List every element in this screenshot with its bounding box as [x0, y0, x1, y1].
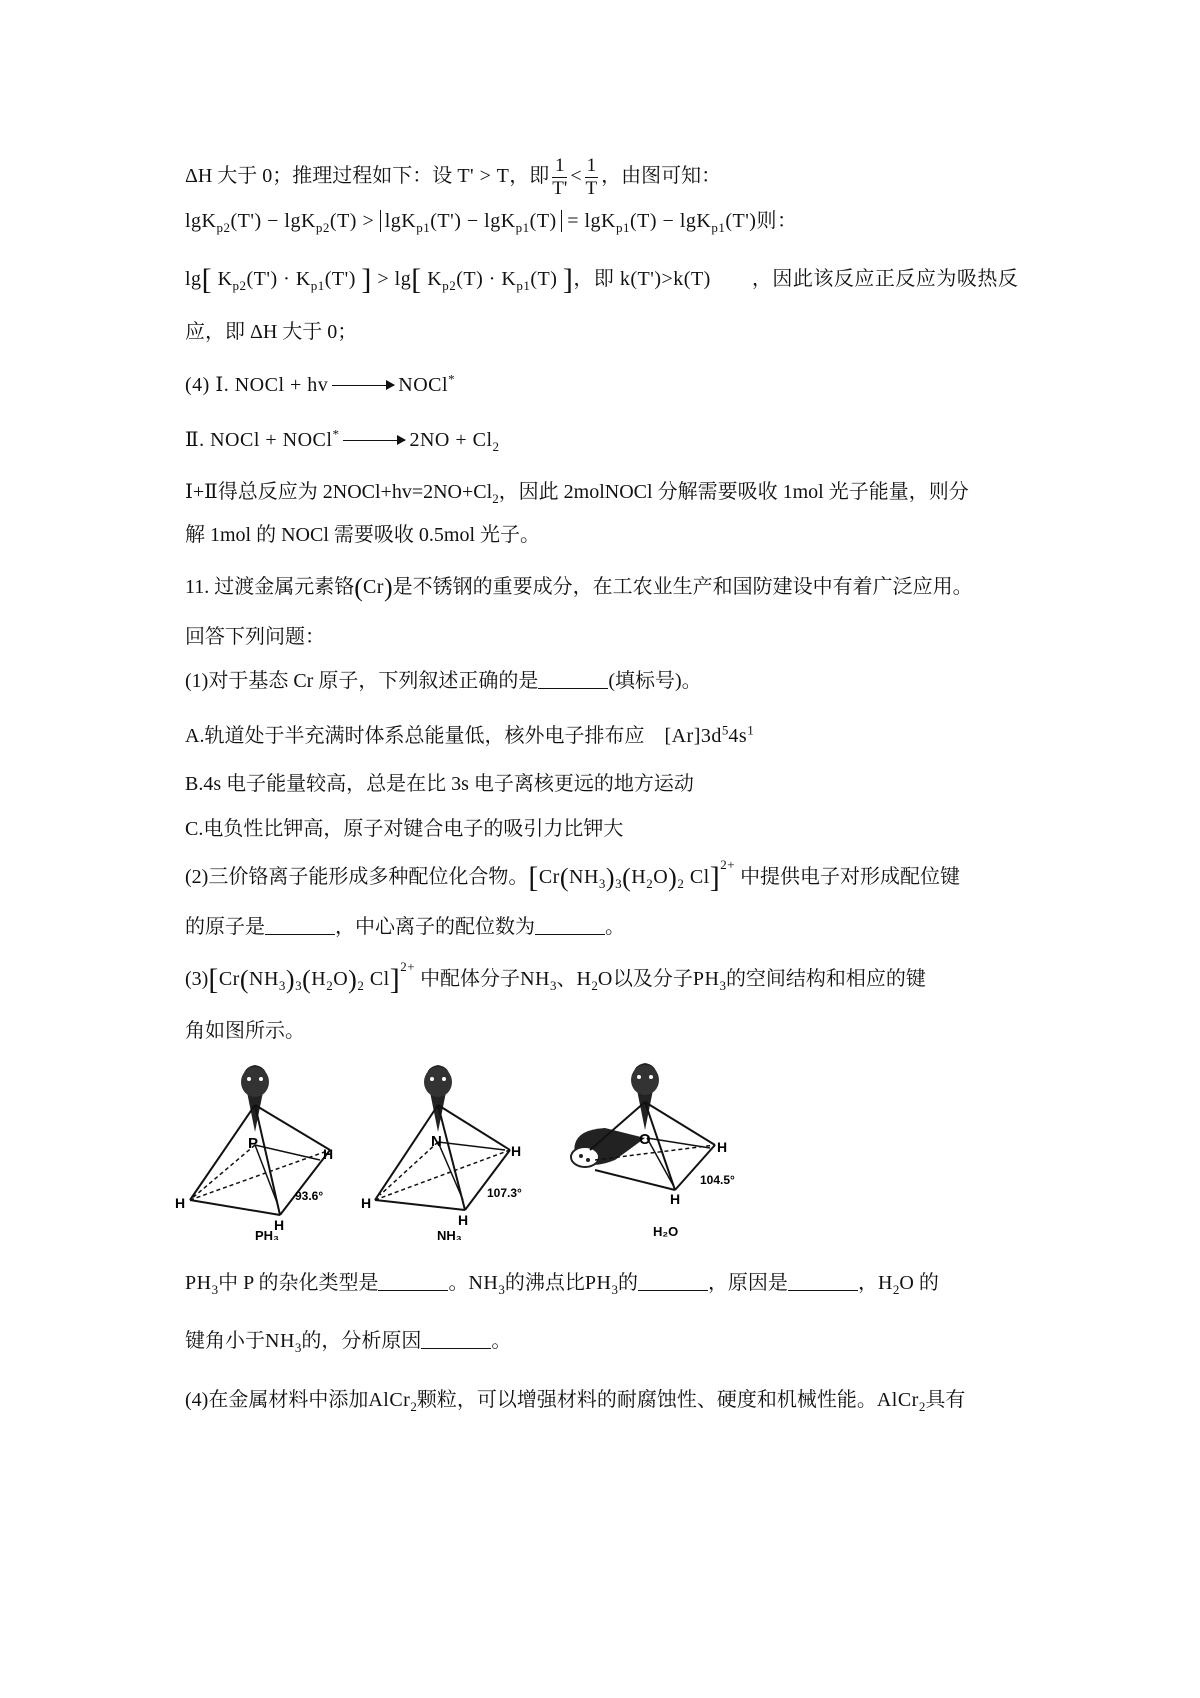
- s: 2: [646, 876, 654, 891]
- edge: [645, 1102, 715, 1145]
- t: NH: [569, 866, 599, 888]
- edge: [255, 1105, 330, 1150]
- question-1: [185, 667, 702, 695]
- question-3-blanks: [185, 1269, 939, 1297]
- num: 1: [586, 155, 597, 176]
- s: 2+: [720, 857, 736, 872]
- t: O 的: [899, 1272, 939, 1294]
- s: 3: [611, 1282, 618, 1297]
- den: T': [552, 178, 568, 199]
- t: 键角小于: [185, 1330, 265, 1352]
- t: Ⅰ+Ⅱ得总反应为 2NOCl+hv=2NO+Cl: [185, 481, 493, 503]
- fraction-1-over-t: [585, 155, 599, 200]
- h2o-molecule: [571, 1063, 735, 1239]
- t: H: [877, 1272, 893, 1294]
- t: H: [311, 968, 327, 990]
- bracket: ]: [562, 263, 574, 296]
- s: p1: [310, 278, 325, 293]
- t: 。: [448, 1272, 469, 1294]
- paren: ): [383, 573, 393, 602]
- bracket: [: [201, 263, 213, 296]
- answer-blank[interactable]: [535, 914, 605, 935]
- edge: [375, 1200, 465, 1210]
- arrow-icon: [332, 385, 394, 386]
- t: 的空间结构和相应的键: [725, 968, 926, 990]
- edge: [375, 1105, 438, 1200]
- total-reaction-line: [185, 478, 969, 506]
- s: 3: [615, 876, 623, 891]
- t: 。: [605, 916, 625, 938]
- question-2: [185, 857, 961, 894]
- answer-blank[interactable]: [421, 1328, 491, 1349]
- s: 3: [278, 978, 286, 993]
- t: (T): [530, 268, 558, 290]
- total-reaction-line-2: 解 1mol 的 NOCl 需要吸收 0.5mol 光子。: [185, 524, 541, 546]
- t: PH: [692, 968, 720, 990]
- t: (T) · K: [456, 268, 517, 290]
- molecule-label: PH₃: [255, 1228, 280, 1240]
- t: 具有: [925, 1389, 966, 1411]
- t: (T): [529, 210, 557, 232]
- s: p1: [711, 220, 726, 235]
- s: p1: [516, 278, 531, 293]
- electron-dot: [649, 1075, 653, 1079]
- t: NOCl + NOCl: [210, 429, 333, 451]
- question-11-title: [185, 573, 973, 602]
- answer-blank[interactable]: [378, 1270, 448, 1291]
- reaction-2: [185, 426, 500, 454]
- t: (T') · K: [246, 268, 311, 290]
- complex-formula: [208, 959, 416, 996]
- s: 3: [294, 1340, 302, 1355]
- atom-label: O: [639, 1131, 651, 1148]
- atom-label: H: [274, 1217, 285, 1233]
- t: 是不锈钢的重要成分，在工农业生产和国防建设中有着广泛应用。: [392, 576, 973, 598]
- t: 以及分子: [612, 968, 693, 990]
- paren: (: [559, 863, 569, 892]
- t: NH: [249, 968, 279, 990]
- atom-label: H: [670, 1191, 681, 1207]
- edge: [595, 1170, 675, 1190]
- t: Cl: [369, 968, 390, 990]
- bond: [647, 1138, 710, 1148]
- lone-pair-lobe: [241, 1067, 269, 1097]
- t: Cr: [362, 576, 384, 598]
- paren: ): [605, 863, 616, 892]
- s: 5: [721, 722, 729, 738]
- s: 2: [410, 1399, 417, 1414]
- atom-label: H: [361, 1195, 372, 1211]
- t: (T) >: [329, 210, 375, 232]
- s: 2: [492, 439, 500, 454]
- derivation-line-3: [185, 265, 1018, 294]
- bracket: [: [528, 861, 539, 894]
- edge: [190, 1105, 255, 1200]
- t: H: [576, 968, 592, 990]
- lone-pair-lobe: [571, 1147, 599, 1167]
- t: NH: [468, 1272, 499, 1294]
- s: p1: [515, 220, 530, 235]
- s: 2: [357, 978, 365, 993]
- s: 3: [719, 978, 726, 993]
- t: 、: [556, 968, 577, 990]
- t: (T'): [324, 268, 356, 290]
- electron-dot: [637, 1075, 641, 1079]
- t: 的沸点比: [504, 1272, 585, 1294]
- bracket: ]: [361, 263, 372, 296]
- t: (填标号)。: [608, 670, 702, 692]
- atom-label: P: [248, 1135, 259, 1152]
- t: PH: [584, 1272, 612, 1294]
- question-2-line-2: [185, 913, 625, 941]
- t: O: [653, 866, 669, 888]
- t: 中配体分子: [420, 968, 521, 990]
- t: ，中心离子的配位数为: [335, 916, 535, 938]
- electron-dot: [247, 1077, 251, 1081]
- t: (T) − lgK: [630, 210, 712, 232]
- ph3-molecule: [175, 1065, 333, 1240]
- t: Cr: [538, 866, 560, 888]
- bond: [255, 1145, 320, 1160]
- atom-label: H: [511, 1143, 522, 1159]
- t: NOCl: [398, 374, 449, 396]
- t: 11. 过渡金属元素铬: [185, 576, 355, 598]
- t: A.轨道处于半充满时体系总能量低，核外电子排布应: [185, 725, 665, 747]
- bond-angle: 104.5°: [700, 1173, 735, 1187]
- den: T: [585, 178, 598, 199]
- t: Cr: [218, 968, 240, 990]
- paren: ): [668, 863, 678, 892]
- s: p2: [232, 278, 247, 293]
- paren: (: [354, 573, 363, 602]
- s: 3: [295, 978, 303, 993]
- molecule-figure: [175, 1060, 815, 1240]
- t: PH: [185, 1272, 212, 1294]
- t: AlCr: [368, 1389, 411, 1411]
- reaction-1: [185, 371, 455, 399]
- t: lgK: [185, 210, 217, 232]
- arrow-icon: [343, 440, 405, 441]
- t: lg: [185, 268, 202, 290]
- s: p2: [216, 220, 231, 235]
- t: 。: [491, 1330, 512, 1352]
- t: 的原子是: [185, 916, 265, 938]
- derivation-line-4: 应，即 ΔH 大于 0；: [185, 321, 358, 343]
- t: NH: [520, 968, 550, 990]
- t: 中提供电子对形成配位键: [740, 866, 961, 888]
- atom-label: H: [717, 1139, 728, 1155]
- question-3: [185, 959, 926, 996]
- s: p2: [442, 278, 457, 293]
- derivation-line-1: [185, 155, 721, 200]
- gt: >: [479, 165, 492, 188]
- t: [Ar]3d: [664, 725, 722, 747]
- s: *: [448, 371, 456, 387]
- paren: (: [622, 863, 632, 892]
- molecule-label: NH₃: [437, 1228, 462, 1240]
- t: (2)三价铬离子能形成多种配位化合物。: [185, 866, 529, 888]
- t: 2NO + Cl: [409, 429, 493, 451]
- s: p1: [616, 220, 630, 235]
- option-c: C.电负性比钾高，原子对键合电子的吸引力比钾大: [185, 818, 624, 840]
- t: 的: [617, 1272, 638, 1294]
- derivation-line-2: [185, 207, 797, 235]
- s: p2: [315, 220, 330, 235]
- t: O: [597, 968, 613, 990]
- absolute-value: [380, 210, 562, 235]
- t: 4s: [728, 725, 748, 747]
- paren: (: [302, 965, 312, 994]
- question-3-line-2: 角如图所示。: [185, 1020, 305, 1042]
- t: lgK: [384, 210, 417, 232]
- t: ，: [857, 1272, 878, 1294]
- molecule-label: H₂O: [653, 1224, 679, 1239]
- t: K: [427, 268, 443, 290]
- s: 3: [498, 1282, 505, 1297]
- s: 2: [677, 876, 685, 891]
- t: (4)在金属材料中添加: [185, 1389, 369, 1411]
- paren: ): [285, 965, 296, 994]
- text: ，由图可知：: [601, 165, 722, 188]
- s: 2: [892, 1282, 900, 1297]
- question-3-blanks-2: [185, 1327, 511, 1355]
- answer-blank[interactable]: [265, 914, 335, 935]
- bracket: ]: [389, 963, 401, 996]
- option-b: B.4s 电子能量较高，总是在比 3s 电子离核更远的地方运动: [185, 773, 694, 795]
- edge: [190, 1200, 280, 1215]
- paren: ): [348, 965, 358, 994]
- t: K: [217, 268, 233, 290]
- s: 3: [211, 1282, 219, 1297]
- electron-dot: [586, 1158, 590, 1162]
- atom-label: H: [458, 1212, 469, 1228]
- t: = lgK: [567, 210, 616, 232]
- s: 2: [326, 978, 334, 993]
- nh3-molecule: [361, 1065, 522, 1240]
- text: ，即: [509, 165, 550, 188]
- paren: (: [239, 965, 249, 994]
- electron-dot: [259, 1077, 263, 1081]
- lt: <: [570, 165, 582, 188]
- electron-dot: [430, 1077, 434, 1081]
- s: 2: [492, 491, 499, 506]
- s: 3: [598, 876, 606, 891]
- t: O: [333, 968, 349, 990]
- atom-label: N: [431, 1133, 442, 1150]
- t-prime: T': [457, 165, 475, 188]
- electron-dot: [579, 1154, 583, 1158]
- atom-label: H: [323, 1146, 334, 1162]
- t: ，因此 2molNOCl 分解需要吸收 1mol 光子能量，则分: [498, 481, 969, 503]
- t: 颗粒，可以增强材料的耐腐蚀性、硬度和机械性能。: [416, 1389, 877, 1411]
- t: (T'): [725, 210, 757, 232]
- t: Cl: [689, 866, 710, 888]
- bond-angle: 93.6°: [295, 1189, 324, 1203]
- electron-dot: [442, 1077, 446, 1081]
- option-a: [185, 722, 754, 750]
- t: (3): [185, 968, 209, 990]
- t: (1)对于基态 Cr 原子，下列叙述正确的是: [185, 670, 539, 692]
- t: (T') − lgK: [230, 210, 316, 232]
- text: ΔH 大于 0；推理过程如下：设: [185, 165, 453, 188]
- num: 1: [552, 155, 567, 178]
- answer-blank[interactable]: [788, 1270, 858, 1291]
- t: AlCr: [876, 1389, 919, 1411]
- s: 2: [918, 1399, 926, 1414]
- answer-blank[interactable]: [638, 1270, 708, 1291]
- lone-pair-lobe: [631, 1065, 659, 1095]
- t: NH: [265, 1330, 295, 1352]
- t: (T') − lgK: [430, 210, 516, 232]
- t: Ⅱ.: [185, 429, 205, 451]
- t: > lg: [377, 268, 412, 290]
- t: ，原因是: [707, 1272, 788, 1294]
- lone-pair-lobe: [424, 1067, 452, 1097]
- bracket: [: [411, 263, 422, 296]
- bracket: ]: [709, 861, 721, 894]
- question-11-prompt: 回答下列问题：: [185, 626, 325, 648]
- t: NOCl + hv: [234, 374, 329, 396]
- t: 则：: [756, 210, 798, 232]
- bond-angle: 107.3°: [487, 1186, 522, 1200]
- t: ，即 k(T')>k(T) ，因此该反应正反应为吸热反: [573, 268, 1019, 290]
- t: 中 P 的杂化类型是: [218, 1272, 379, 1294]
- atom-label: H: [175, 1195, 186, 1211]
- question-4: [185, 1386, 965, 1414]
- t: 的，分析原因: [301, 1330, 422, 1352]
- t: T: [496, 165, 510, 188]
- s: *: [332, 426, 340, 442]
- s: 3: [549, 978, 557, 993]
- t: H: [631, 866, 647, 888]
- math: [457, 165, 509, 187]
- s: 2: [591, 978, 598, 993]
- s: 1: [747, 722, 754, 738]
- fraction-1-over-tprime: [552, 155, 567, 200]
- bracket: [: [208, 963, 219, 996]
- complex-formula: [528, 857, 736, 894]
- t: (4) Ⅰ.: [185, 374, 230, 396]
- answer-blank[interactable]: [538, 668, 608, 689]
- s: p1: [416, 220, 431, 235]
- s: 2+: [400, 959, 416, 974]
